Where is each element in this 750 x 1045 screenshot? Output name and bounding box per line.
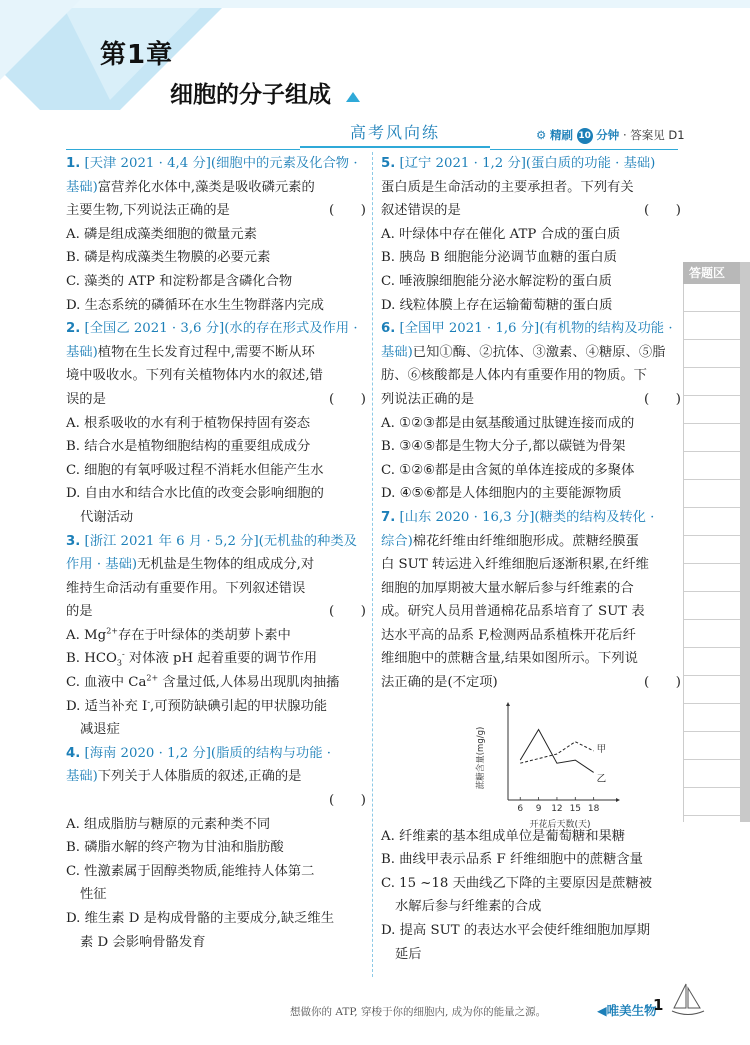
- question-line: [66, 742, 366, 766]
- answer-reference: · 答案见 D1: [622, 128, 685, 142]
- option-b-post: 对体液 pH 起着重要的调节作用: [124, 651, 318, 667]
- option-b-pre: B. HCO: [66, 651, 117, 667]
- question-line: [66, 317, 366, 341]
- option-d-cont: 代谢活动: [80, 509, 134, 525]
- question-text: 富营养化水体中,藻类是吸收磷元素的: [97, 179, 315, 195]
- option-b: B. 磷脂水解的终产物为甘油和脂肪酸: [66, 840, 284, 856]
- question-text: 误的是: [66, 391, 106, 407]
- question-line: [66, 199, 366, 223]
- option-b-sup: -: [122, 650, 125, 660]
- option-c: C. 藻类的 ATP 和淀粉都是含磷化合物: [66, 273, 293, 289]
- question-line: [66, 553, 366, 577]
- question-text: 棉花纤维由纤维细胞形成。蔗糖经膜蛋: [412, 533, 639, 549]
- option-a: A. 磷是组成藻类细胞的微量元素: [66, 226, 257, 242]
- section-heading: [300, 120, 490, 148]
- question-line: [381, 199, 681, 223]
- question-source: [浙江 2021 年 6 月 · 5,2 分](无机盐的种类及: [84, 533, 357, 549]
- option-c: [66, 671, 366, 695]
- question-2: [66, 317, 366, 529]
- question-number: 4.: [66, 745, 81, 761]
- question-number: 7.: [381, 509, 396, 525]
- question-number: 6.: [381, 321, 396, 337]
- question-text: 列说法正确的是: [381, 391, 475, 407]
- option-a: [66, 624, 366, 648]
- question-line: 细胞的加厚期被大量水解后参与纤维素的合: [381, 580, 634, 596]
- practice-info: [536, 127, 685, 144]
- question-line: [66, 152, 366, 176]
- question-source: [海南 2020 · 1,2 分](脂质的结构与功能 ·: [84, 745, 331, 761]
- question-line: [66, 765, 366, 789]
- question-line: 达水平高的品系 F,检测两品系植株开花后纤: [381, 627, 636, 643]
- question-source: 基础): [381, 344, 413, 360]
- chart-x-arrow: [616, 798, 620, 802]
- chart-x-tick-label: 15: [569, 804, 582, 814]
- question-text: 主要生物,下列说法正确的是: [66, 203, 230, 219]
- right-column: [381, 152, 681, 966]
- question-4: [66, 742, 366, 954]
- option-a: A. 根系吸收的水有利于植物保持固有姿态: [66, 415, 311, 431]
- question-line: [66, 789, 366, 813]
- question-source: 作用 · 基础): [66, 557, 138, 573]
- option-c: C. 15 ~18 天曲线乙下降的主要原因是蔗糖被: [381, 875, 653, 891]
- question-source: [山东 2020 · 16,3 分](糖类的结构及转化 ·: [399, 509, 655, 525]
- question-line: [381, 388, 681, 412]
- option-a-pre: A. Mg: [66, 627, 107, 643]
- sailboat-icon: [668, 980, 708, 1020]
- question-number: 2.: [66, 321, 81, 337]
- chart-series-line: [520, 729, 593, 772]
- sucrose-chart: [460, 700, 630, 832]
- chart-xlabel: 开花后天数(天): [529, 820, 591, 830]
- chart-x-tick-label: 6: [517, 804, 524, 814]
- question-text: 法正确的是(不定项): [381, 675, 498, 691]
- question-source: [天津 2021 · 4,4 分](细胞中的元素及化合物 ·: [84, 156, 358, 171]
- question-line: [66, 341, 366, 365]
- option-c-cont: 水解后参与纤维素的合成: [395, 899, 542, 915]
- question-number: 1.: [66, 156, 81, 171]
- option-d-cont: 减退症: [80, 722, 120, 738]
- question-line: [381, 152, 681, 176]
- option-b: B. 胰岛 B 细胞能分泌调节血糖的蛋白质: [381, 250, 617, 266]
- answer-area-header: 答题区: [683, 262, 750, 284]
- option-c-pre: C. 血液中 Ca: [66, 675, 147, 691]
- question-line: [381, 530, 681, 554]
- column-divider: [372, 152, 373, 977]
- practice-suffix: 分钟: [596, 128, 620, 142]
- question-5: [381, 152, 681, 317]
- chart-x-tick-label: 9: [535, 804, 542, 814]
- question-line: [381, 341, 681, 365]
- question-1: [66, 152, 366, 317]
- left-column: [66, 152, 366, 954]
- page-number: 1: [653, 996, 664, 1014]
- question-source: [全国乙 2021 · 3,6 分](水的存在形式及作用 ·: [84, 321, 358, 337]
- option-c: C. 细胞的有氧呼吸过程不消耗水但能产生水: [66, 462, 324, 478]
- question-line: [66, 530, 366, 554]
- chart-y-arrow: [506, 702, 510, 706]
- header-rule-left: [66, 149, 300, 150]
- question-line: 维持生命活动有重要作用。下列叙述错误: [66, 580, 306, 596]
- question-text: 下列关于人体脂质的叙述,正确的是: [97, 769, 302, 785]
- answer-blank[interactable]: ( ): [644, 391, 681, 407]
- option-a: A. 组成脂肪与糖原的元素种类不同: [66, 816, 271, 832]
- option-c-post: 含量过低,人体易出现肌肉抽搐: [158, 675, 340, 691]
- option-d: [66, 695, 366, 719]
- question-line: [66, 176, 366, 200]
- option-d-cont: 延后: [395, 946, 422, 962]
- option-b: [66, 647, 366, 671]
- chart-series-label: 甲: [596, 743, 607, 755]
- option-d: D. 维生素 D 是构成骨骼的主要成分,缺乏维生: [66, 911, 335, 926]
- option-d: D. 自由水和结合水比值的改变会影响细胞的: [66, 486, 324, 502]
- header-rule-right: [490, 149, 678, 150]
- section-underline: [300, 146, 490, 148]
- answer-blank[interactable]: ( ): [329, 391, 366, 407]
- chart-x-tick-label: 12: [551, 804, 563, 814]
- option-a-sup: 2+: [106, 626, 118, 636]
- question-source: 综合): [381, 533, 413, 549]
- question-text: 叙述错误的是: [381, 203, 461, 219]
- question-source: [全国甲 2021 · 1,6 分](有机物的结构及功能 ·: [399, 321, 673, 337]
- question-line: 维细胞中的蔗糖含量,结果如图所示。下列说: [381, 651, 638, 667]
- option-d: D. 提高 SUT 的表达水平会使纤维细胞加厚期: [381, 923, 651, 939]
- question-line: [381, 506, 681, 530]
- option-c-sup: 2+: [146, 673, 159, 683]
- option-c: C. 性激素属于固醇类物质,能维持人体第二: [66, 863, 315, 879]
- option-c: C. ①②⑥都是由含氮的单体连接成的多聚体: [381, 462, 635, 478]
- question-source: 基础): [66, 769, 98, 785]
- question-3: [66, 530, 366, 742]
- question-source: 基础): [66, 344, 98, 360]
- practice-minutes-badge: 10: [577, 128, 593, 144]
- question-text: 的是: [66, 604, 93, 620]
- option-a: A. 纤维素的基本组成单位是葡萄糖和果糖: [381, 828, 626, 844]
- footer-motto: 想做你的 ATP, 穿梭于你的细胞内, 成为你的能量之源。: [290, 1006, 547, 1018]
- chapter-label: 第1章: [100, 40, 174, 70]
- option-a: A. 叶绿体中存在催化 ATP 合成的蛋白质: [381, 226, 621, 242]
- answer-blank[interactable]: ( ): [644, 675, 681, 691]
- option-d-sup: -: [147, 697, 151, 707]
- gear-icon: ⚙: [536, 128, 547, 142]
- question-line: [66, 600, 366, 624]
- question-source: [辽宁 2021 · 1,2 分](蛋白质的功能 · 基础): [399, 156, 656, 171]
- option-b: B. 磷是构成藻类生物膜的必要元素: [66, 250, 271, 266]
- footer-brand: ◀唯美生物: [597, 1003, 657, 1018]
- question-line: 蛋白质是生命活动的主要承担者。下列有关: [381, 179, 634, 195]
- question-source: 基础): [66, 179, 98, 195]
- option-b: B. ③④⑤都是生物大分子,都以碳链为骨架: [381, 439, 626, 455]
- chart-ylabel: 蔗糖含量(mg/g): [476, 726, 486, 790]
- question-line: 白 SUT 转运进入纤维细胞后逐渐积累,在纤维: [381, 557, 649, 573]
- chart-series-line: [520, 742, 593, 763]
- question-text: 植物在生长发育过程中,需要不断从环: [97, 344, 315, 360]
- option-b-sub: 3: [116, 659, 122, 669]
- answer-blank[interactable]: ( ): [644, 203, 681, 219]
- question-line: 肪、⑥核酸都是人体内有重要作用的物质。下: [381, 368, 647, 384]
- option-d-pre: D. 适当补充 I: [66, 698, 148, 714]
- chart-x-tick-label: 18: [587, 804, 600, 814]
- option-d: D. 线粒体膜上存在运输葡萄糖的蛋白质: [381, 297, 613, 313]
- answer-blank[interactable]: ( ): [329, 604, 366, 620]
- title-triangle-icon: [346, 92, 360, 102]
- question-line: [66, 388, 366, 412]
- question-line: 境中吸收水。下列有关植物体内水的叙述,错: [66, 368, 323, 384]
- chart-series-label: 乙: [596, 773, 607, 785]
- option-c: C. 唾液腺细胞能分泌水解淀粉的蛋白质: [381, 273, 612, 289]
- option-d-cont: 素 D 会影响骨骼发育: [80, 934, 206, 950]
- question-line: [381, 671, 681, 695]
- chapter-title: 细胞的分子组成: [170, 82, 331, 108]
- option-d-post: ,可预防缺碘引起的甲状腺功能: [150, 698, 328, 714]
- section-subtitle: 高考风向练: [349, 123, 440, 142]
- option-a-post: 存在于叶绿体的类胡萝卜素中: [117, 627, 291, 643]
- practice-prefix: 精刷: [549, 128, 573, 142]
- option-c-cont: 性征: [80, 887, 107, 903]
- option-d: D. ④⑤⑥都是人体细胞内的主要能源物质: [381, 486, 622, 502]
- option-d: D. 生态系统的磷循环在水生生物群落内完成: [66, 297, 324, 313]
- question-6: [381, 317, 681, 506]
- question-text: 无机盐是生物体的组成成分,对: [137, 557, 315, 573]
- answer-blank[interactable]: ( ): [329, 203, 366, 219]
- question-line: [381, 317, 681, 341]
- question-number: 3.: [66, 533, 81, 549]
- option-a: A. ①②③都是由氨基酸通过肽键连接而成的: [381, 415, 635, 431]
- question-text: 已知①酶、②抗体、③激素、④糖原、⑤脂: [412, 344, 666, 360]
- answer-blank[interactable]: ( ): [329, 793, 366, 809]
- answer-area-edge: [740, 262, 750, 822]
- question-line: 成。研究人员用普通棉花品系培育了 SUT 表: [381, 604, 645, 620]
- option-b: B. 曲线甲表示品系 F 纤维细胞中的蔗糖含量: [381, 852, 643, 868]
- question-number: 5.: [381, 156, 396, 171]
- option-b: B. 结合水是植物细胞结构的重要组成成分: [66, 439, 311, 455]
